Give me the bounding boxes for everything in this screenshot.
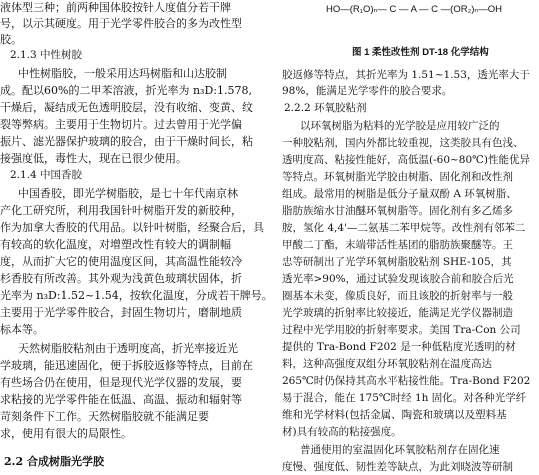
text-line: 求粘接的光学零件能在低温、高温、振动和辐射等 — [0, 393, 242, 406]
text-line: 胶。 — [0, 33, 22, 46]
section-heading-2-2-2: 2.2.2 环氧胶粘剂 — [284, 102, 367, 114]
text-line: 杉香胶有所改善。其外观为浅黄色玻璃状固体，折 — [0, 272, 242, 285]
section-heading-2-2: 2.2 合成树脂光学胶 — [4, 455, 104, 468]
text-line: 胺，氢化 4,4'—二氨基二苯甲烷等。改性剂有邻苯二 — [282, 222, 526, 234]
text-line: 胶返修等特点，其折光率为 1.51~1.53，透光率大于 — [282, 69, 530, 81]
text-line: 液体型三种；前两种国体胶按针人度值分若干牌 — [0, 1, 231, 14]
text-line: 标本等。 — [0, 323, 44, 336]
text-line: 透光率>90%，通过试验发现该胶合前和胶合后光 — [282, 273, 514, 285]
text-line: 等特点。环氧树脂光学胶由树脂、固化剂和改性剂 — [282, 171, 513, 183]
text-line: 过程中光学用胶的折射率要求。美国 Tra-Con 公司 — [282, 324, 521, 336]
text-line: 学玻璃，能迅速固化，便于拆胶返修等特点，目前在 — [0, 359, 253, 372]
text-line: 脂肪族缩水甘油醚环氧树脂等。固化剂有多乙烯多 — [282, 205, 513, 217]
text-line: 中性树脂胶，一般采用达玛树脂和山达胶制 — [18, 67, 227, 80]
text-line: 度慢、强度低、韧性差等缺点，为此刘晓波等研制 — [282, 461, 513, 473]
text-line: 度，从而扩大它的使用温度区间，其高温性能较冷 — [0, 255, 242, 268]
text-line: 易于混合，能在 175℃时经 1h 固化。对各种光学纤 — [282, 392, 527, 404]
text-line: 主要用于光学零件胶合，封固生物切片，磨制地质 — [0, 306, 242, 319]
text-line: 98%，能满足光学零件的胶合要求。 — [282, 85, 453, 97]
text-line: 以环氧树脂为粘料的光学胶是应用较广泛的 — [300, 120, 500, 132]
text-line: 透明度高、粘接性能好，高低温(-60~80℃)性能优异 — [282, 154, 531, 166]
text-line: 一种胶粘剂，国内外都比较重视，这类胶具有色浅、 — [282, 137, 524, 149]
text-line: 圈基本未变，像质良好，而且该胶的折射率与一般 — [282, 290, 513, 302]
text-line: 接强度低，毒性大，现在已很少使用。 — [0, 152, 187, 165]
text-line: 材)具有较高的粘接强度。 — [282, 426, 402, 438]
text-line: 有些场合仍在使用，但是现代光学仪器的发展，要 — [0, 376, 242, 389]
text-line: 裂等弊病。主要用于生物切片。过去曾用于光学偏 — [0, 118, 242, 131]
text-line: 天然树脂胶粘剂由于透明度高，折光率接近光 — [18, 342, 238, 355]
text-line: 振片、滤光器保护玻璃的胶合，由于干燥时间长，粘 — [0, 135, 253, 148]
chemical-structure-formula: HO—(R₁O)ₙ— C — A — C —(OR₂)ₙ—OH — [326, 4, 502, 15]
text-line: 作为加拿大香胶的代用品。以针叶树脂，经聚合后，具 — [0, 221, 264, 234]
text-line: 光率为 n₃D:1.52~1.54，按软化温度，分成若干牌号。 — [0, 289, 273, 302]
text-line: 普通使用的室温固化环氧胶粘剂存在固化速 — [300, 444, 500, 456]
text-line: 求，使用有很大的局限性。 — [0, 427, 132, 440]
text-line: 号，以示其硬度。用于光学零件胶合的多为改性型 — [0, 17, 242, 30]
section-heading-2-1-4: 2.1.4 中国香胶 — [10, 169, 83, 181]
text-line: 提供的 Tra-Bond F202 是一种低粘度光透明的材 — [282, 341, 516, 353]
text-line: 甲酸二丁酯，末端带活性基团的脂肪族聚醚等。王 — [282, 239, 513, 251]
text-line: 组成。最常用的树脂是低分子量双酚 A 环氧树脂、 — [282, 188, 517, 200]
text-line: 265℃时仍保持其高水平粘接性能。Tra-Bond F202 — [282, 375, 531, 387]
text-line: 有较高的软化温度，对增塑改性有较大的调制幅 — [0, 238, 231, 251]
text-line: 成。配以60%的二甲苯溶液，折光率为 n₃D:1.578, — [0, 84, 252, 97]
figure-caption: 图 1 柔性改性剂 DT-18 化学结构 — [352, 47, 489, 58]
text-line: 中国香胶，即光学树脂胶，是七十年代南京林 — [18, 187, 238, 200]
text-line: 干燥后，凝结成无色透明胶层，没有收缩、变黄、纹 — [0, 101, 253, 114]
text-line: 产化工研究所，利用我国针叶树脂开发的新胶种， — [0, 204, 242, 217]
section-heading-2-1-3: 2.1.3 中性树胶 — [10, 49, 83, 61]
text-line: 维和光学材料(包括金属、陶瓷和玻璃以及塑料基 — [282, 409, 507, 421]
text-line: 料，这种高强度双组分环氧胶粘剂在温度高达 — [282, 358, 492, 370]
text-line: 苛刻条件下工作。天然树脂胶就不能满足要 — [0, 410, 209, 423]
text-line: 光学玻璃的折射率比较接近，能满足光学仪器制造 — [282, 307, 513, 319]
text-line: 忠等研制出了光学环氧树脂胶粘剂 SHE-105，其 — [282, 256, 512, 268]
